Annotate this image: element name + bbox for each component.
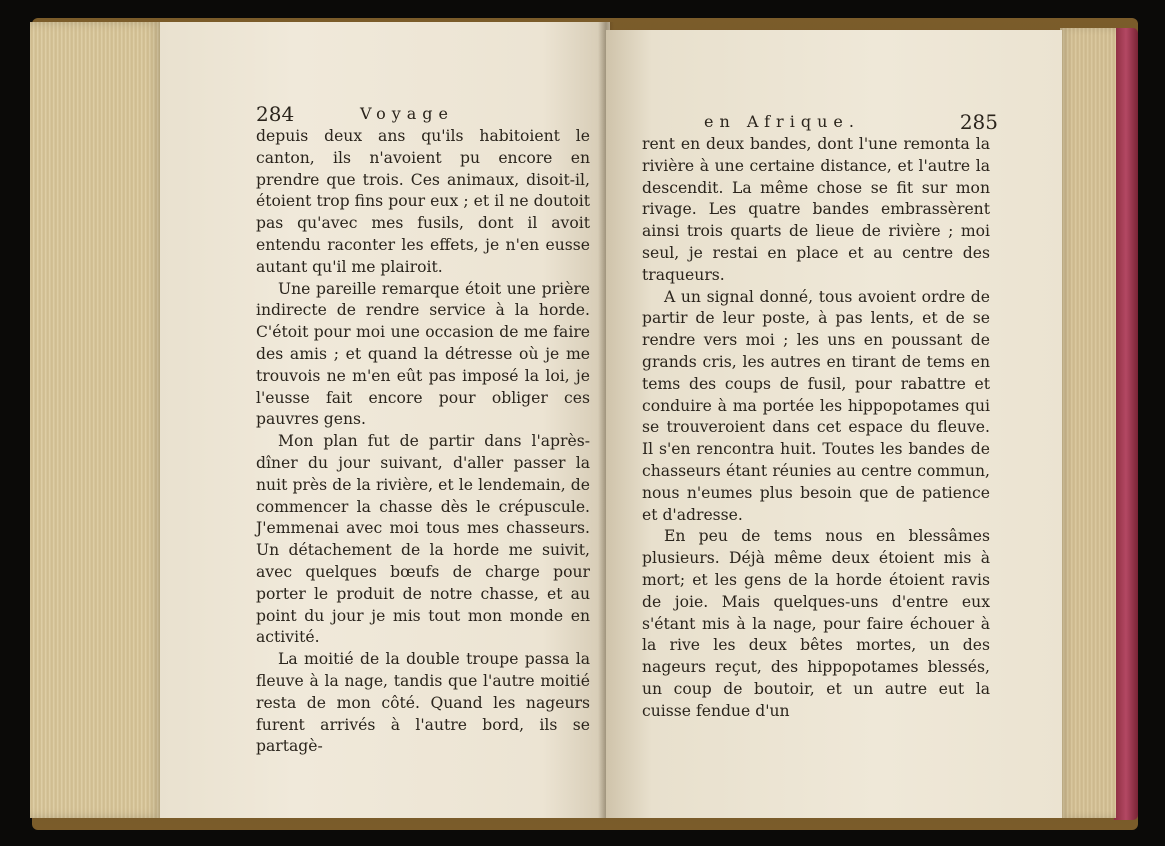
- book-binding: [1114, 28, 1138, 820]
- left-page-edges: [30, 22, 164, 818]
- right-page-number: 285: [959, 110, 998, 134]
- paragraph: depuis deux ans qu'ils habitoient le canton, ils n'avoient pu encore en prendre que trois. Ces animaux, disoit-il, étoient trop fins pour eux ; et il ne doutoit pas qu'avec mes fusils, dont il avoit entendu raconter les effets, je n'en eusse autant qu'il me plairoit.: [256, 127, 590, 276]
- paragraph: Une pareille remarque étoit une prière indirecte de rendre service à la horde. C'étoit pour moi une occasion de me faire des amis ; et quand la détresse où je me trouvois ne m'en eût pas imposé la loi, je l'eusse fait encore pour obliger ces pauvres gens.: [256, 279, 590, 429]
- right-page: [606, 30, 1062, 818]
- paragraph: rent en deux bandes, dont l'une remonta la rivière à une certaine distance, et l'autre la descendit. La même chose se fit sur mon rivage. Les quatre bandes embrassèrent ainsi trois quarts de lieue de rivière ; moi seul, je restai en place et au centre des traqueurs.: [642, 135, 990, 284]
- right-page-text: [642, 134, 990, 723]
- left-page-number: 284: [256, 102, 295, 126]
- left-page: [160, 22, 610, 818]
- paragraph: Mon plan fut de partir dans l'après-dîner du jour suivant, d'aller passer la nuit près de la rivière, et le lendemain, de commencer la chasse dès le crépuscule. J'emmenai avec moi tous mes chasseurs. Un détachement de la horde me suivit, avec quelques bœufs de charge pour porter le produit de notre chasse, et au point du jour je mis tout mon monde en activité.: [256, 432, 590, 647]
- paragraph: La moitié de la double troupe passa la fleuve à la nage, tandis que l'autre moitié resta de mon côté. Quand les nageurs furent arrivés à l'autre bord, ils se partagè-: [256, 650, 590, 756]
- left-running-title: Voyage: [360, 104, 455, 123]
- paragraph: En peu de tems nous en blessâmes plusieurs. Déjà même deux étoient mis à mort; et les gens de la horde étoient ravis de joie. Mais quelques-uns d'entre eux s'étant mis à la nage, pour faire échouer à la rive les deux bêtes mortes, un des nageurs reçut, des hippopotames blessés, un coup de boutoir, et un autre eut la cuisse fendue d'un: [642, 527, 990, 720]
- paragraph: A un signal donné, tous avoient ordre de partir de leur poste, à pas lents, et de se rendre vers moi ; les uns en poussant de grands cris, les autres en tirant de tems en tems des coups de fusil, pour rabattre et conduire à ma portée les hippopotames qui se trouveroient dans cet espace du fleuve. Il s'en rencontra huit. Toutes les bandes de chasseurs étant réunies au centre commun, nous n'eumes plus besoin que de patience et d'adresse.: [642, 287, 990, 524]
- right-running-title: en Afrique.: [704, 112, 860, 131]
- left-page-text: [256, 126, 590, 758]
- right-page-edges: [1060, 28, 1116, 818]
